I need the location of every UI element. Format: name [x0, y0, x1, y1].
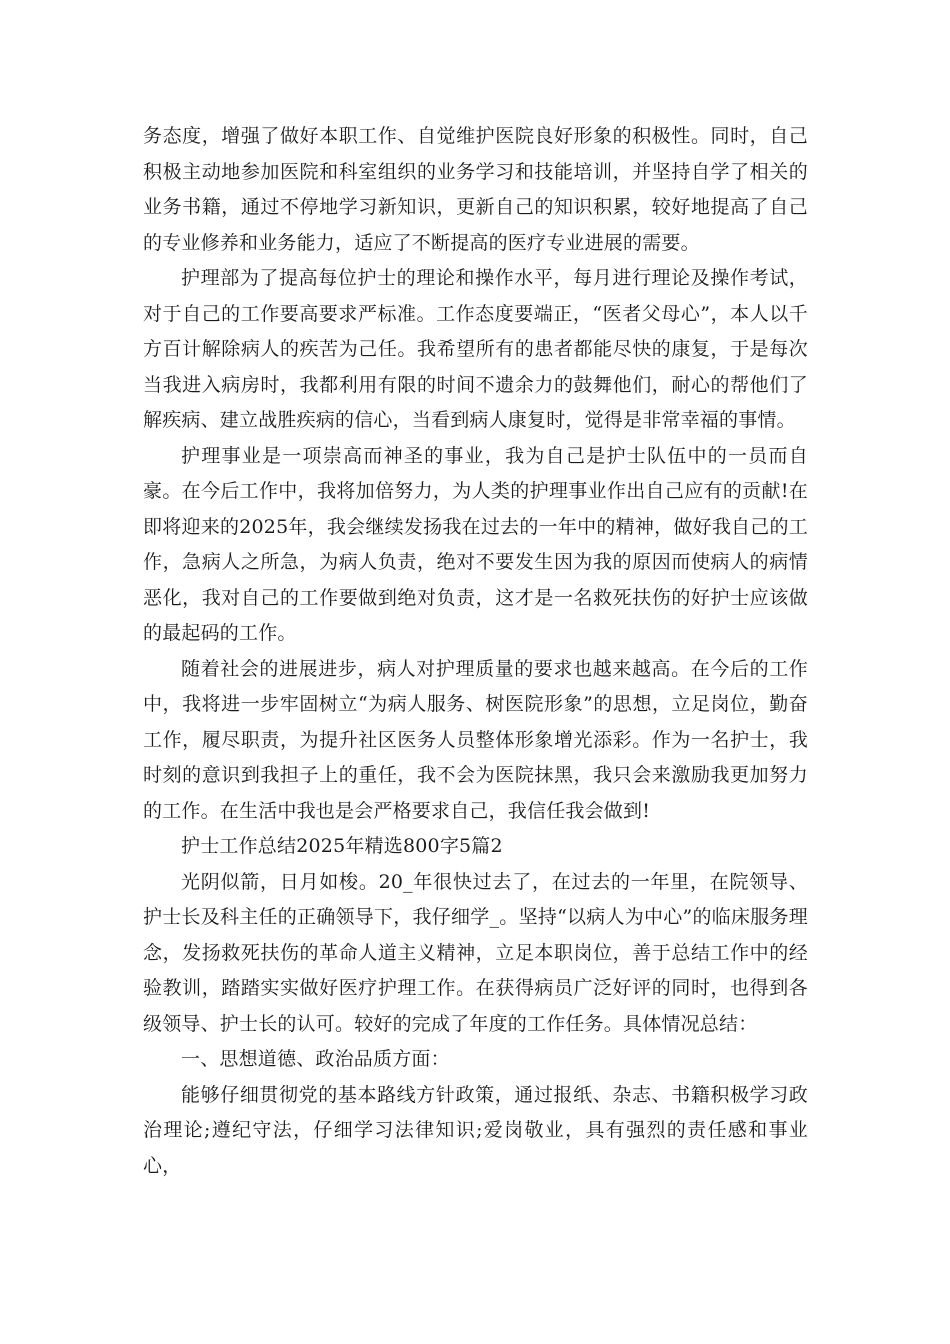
paragraph-nursing-career: 护理事业是一项崇高而神圣的事业，我为自己是护士队伍中的一员而自豪。在今后工作中，我将加倍努力，为人类的护理事业作出自己应有的贡献!在即将迎来的2025年，我会继续发扬我在过去的一年中的精神，做好我自己的工作，急病人之所急，为病人负责，绝对不要发生因为我的原因而使病人的病情恶化，我对自己的工作要做到绝对负责，这才是一名救死扶伤的好护士应该做的最起码的工作。	[143, 444, 808, 644]
paragraph-social-progress: 随着社会的进展进步，病人对护理质量的要求也越来越高。在今后的工作中，我将进一步牢固树立“为病人服务、树医院形象”的思想，立足岗位，勤奋工作，履尽职责，为提升社区医务人员整体形象增光添彩。作为一名护士，我时刻的意识到我担子上的重任，我不会为医院抹黑，我只会来激励我更加努力的工作。在生活中我也是会严格要求自己，我信任我会做到!	[143, 657, 808, 822]
section-title: 护士工作总结2025年精选800字5篇2	[181, 835, 503, 857]
document-body	[143, 119, 808, 1184]
paragraph-work-attitude: 务态度，增强了做好本职工作、自觉维护医院良好形象的积极性。同时，自己积极主动地参加医院和科室组织的业务学习和技能培训，并坚持自学了相关的业务书籍，通过不停地学习新知识，更新自己的知识积累，较好地提高了自己的专业修养和业务能力，适应了不断提高的医疗专业进展的需要。	[143, 125, 808, 254]
paragraph-political-study: 能够仔细贯彻党的基本路线方针政策，通过报纸、杂志、书籍积极学习政治理论;遵纪守法，仔细学习法律知识;爱岗敬业，具有强烈的责任感和事业心，	[143, 1083, 808, 1177]
paragraph-nursing-department: 护理部为了提高每位护士的理论和操作水平，每月进行理论及操作考试，对于自己的工作要高要求严标准。工作态度要端正，“医者父母心”，本人以千方百计解除病人的疾苦为己任。我希望所有的患者都能尽快的康复，于是每次当我进入病房时，我都利用有限的时间不遗余力的鼓舞他们，耐心的帮他们了解疾病、建立战胜疾病的信心，当看到病人康复时，觉得是非常幸福的事情。	[143, 267, 808, 431]
paragraph-year-review: 光阴似箭，日月如梭。20_年很快过去了，在过去的一年里，在院领导、护士长及科主任的正确领导下，我仔细学_。坚持“以病人为中心”的临床服务理念，发扬救死扶伤的革命人道主义精神，立足本职岗位，善于总结工作中的经验教训，踏踏实实做好医疗护理工作。在获得病员广泛好评的同时，也得到各级领导、护士长的认可。较好的完成了年度的工作任务。具体情况总结：	[143, 870, 808, 1035]
subsection-heading: 一、思想道德、政治品质方面：	[181, 1048, 450, 1070]
